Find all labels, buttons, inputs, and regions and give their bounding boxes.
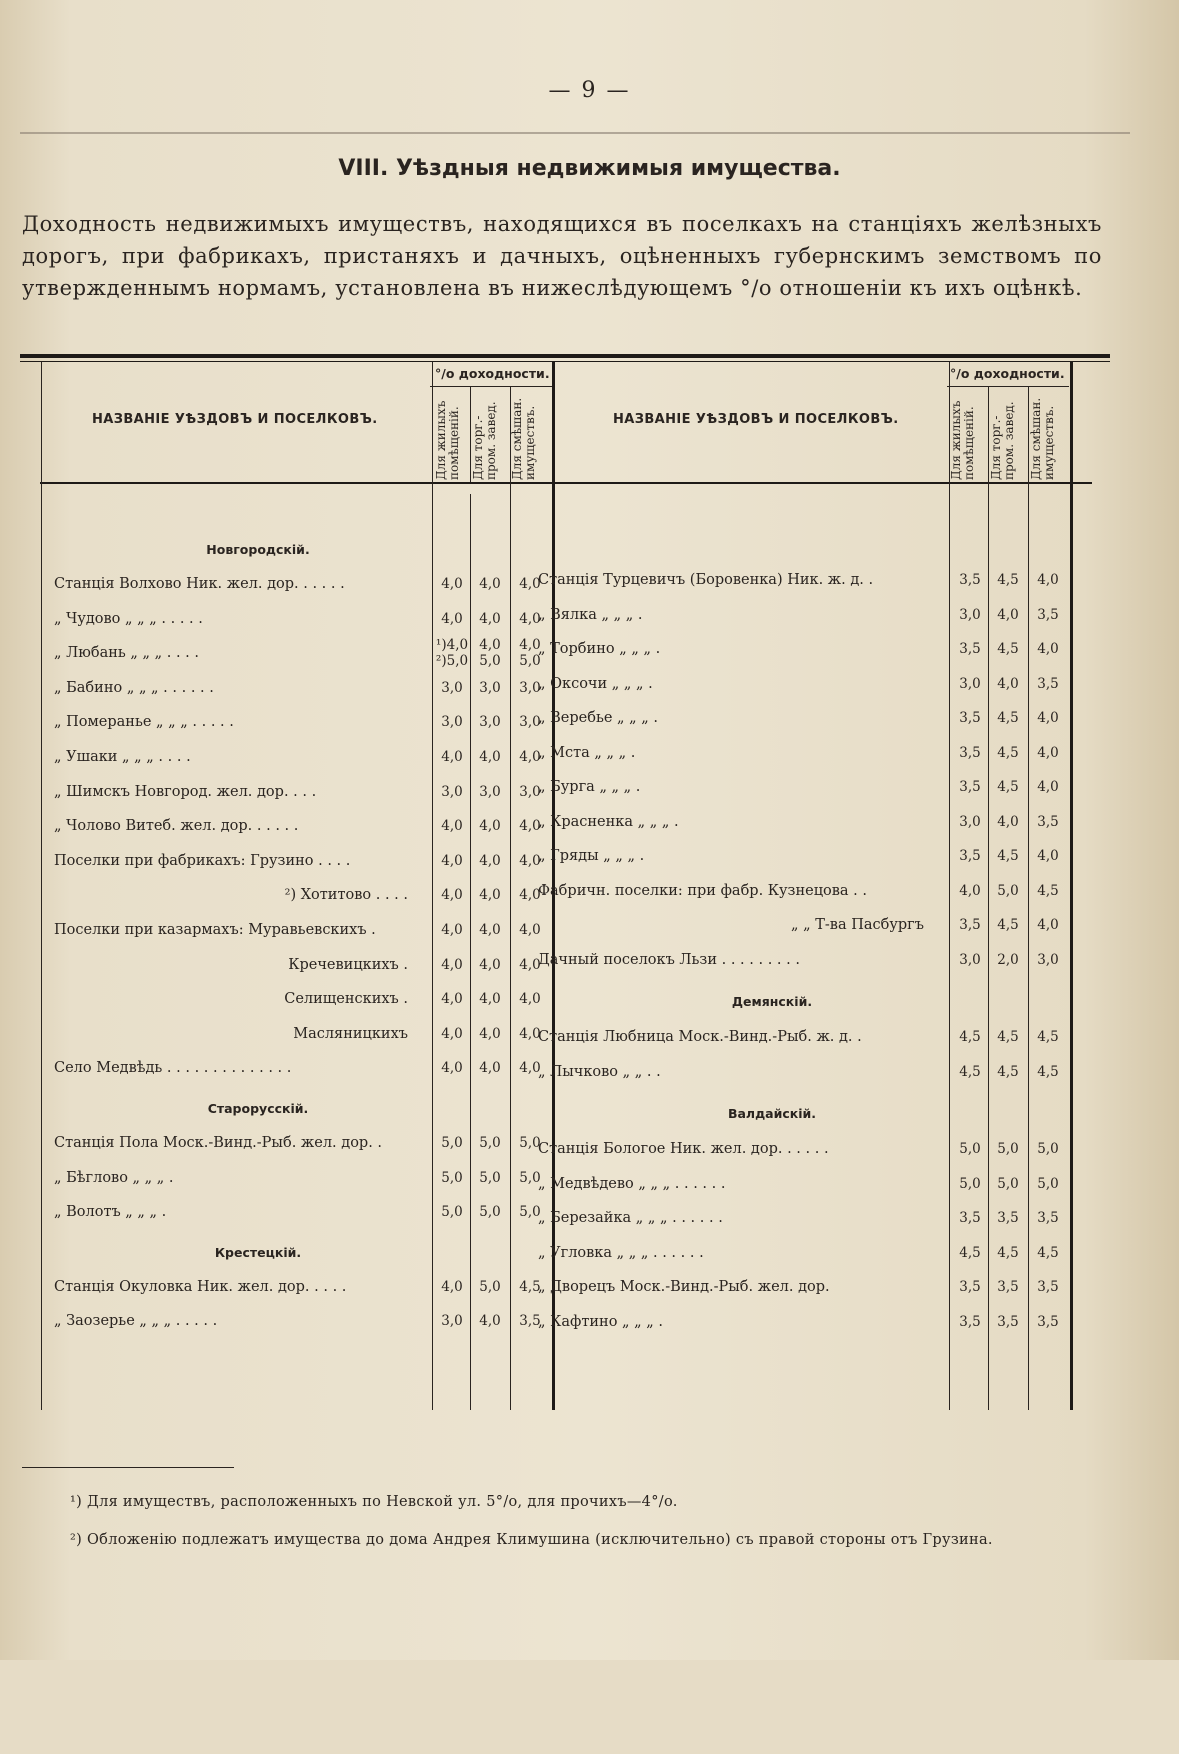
right-value-cell: 5,0 bbox=[959, 1175, 981, 1192]
right-value-cell: 4,5 bbox=[997, 641, 1019, 657]
left-row-label: „ Чудово „ „ „ . . . . . bbox=[54, 610, 203, 627]
left-value-cell: 3,5 bbox=[519, 1313, 541, 1330]
left-value-cell: 4,0 bbox=[441, 887, 463, 904]
left-row-label: „ Заозерье „ „ „ . . . . . bbox=[54, 1313, 218, 1330]
right-value-cell: 4,5 bbox=[959, 1244, 981, 1261]
left-value-cell: 3,0 bbox=[479, 714, 501, 731]
right-value-cell: 3,5 bbox=[959, 779, 981, 795]
right-value-cell: 4,5 bbox=[959, 1029, 981, 1045]
left-value-cell: 4,0 bbox=[441, 1060, 463, 1077]
right-divider-living bbox=[949, 362, 950, 1410]
left-value-cell: 4,0 bbox=[479, 852, 501, 869]
page-number: — 9 — bbox=[548, 78, 631, 103]
left-row-label: Станція Волхово Ник. жел. дор. . . . . . bbox=[54, 576, 345, 592]
right-value-cell: 3,5 bbox=[1037, 675, 1059, 692]
left-value-cell: 4,0 bbox=[519, 818, 541, 835]
right-value-cell: 4,5 bbox=[997, 848, 1019, 864]
left-value-cell: 5,0 bbox=[441, 1135, 463, 1151]
left-value-cell: ¹)4,0 bbox=[435, 637, 469, 654]
right-value-cell: 4,0 bbox=[1037, 848, 1059, 864]
left-row-label: „ Ушаки „ „ „ . . . . bbox=[54, 749, 191, 765]
right-divider-trade bbox=[988, 386, 989, 1410]
right-row-label: „ Бурга „ „ „ . bbox=[538, 779, 641, 795]
left-divider-mixed bbox=[510, 386, 511, 1410]
left-value-cell: 4,0 bbox=[479, 637, 501, 654]
right-value-cell: 3,5 bbox=[959, 710, 981, 726]
left-value-cell: 4,0 bbox=[441, 1278, 463, 1295]
left-value-cell: 3,0 bbox=[479, 679, 501, 696]
right-name-column-header: НАЗВАНІЕ УѢЗДОВЪ И ПОСЕЛКОВЪ. bbox=[613, 412, 899, 427]
right-row-label: „ Красненка „ „ „ . bbox=[538, 813, 679, 830]
right-row-label: „ Веребье „ „ „ . bbox=[538, 710, 659, 726]
right-value-cell: 4,0 bbox=[997, 813, 1019, 830]
table-top-rule bbox=[20, 354, 1110, 358]
left-row-label: „ Бѣглово „ „ „ . bbox=[54, 1169, 174, 1186]
right-row-label: „ Оксочи „ „ „ . bbox=[538, 675, 653, 692]
right-value-cell: 3,5 bbox=[997, 1210, 1019, 1226]
left-value-cell: 4,0 bbox=[479, 610, 501, 627]
left-value-cell: 5,0 bbox=[479, 1169, 501, 1186]
left-value-cell: 5,0 bbox=[479, 1278, 501, 1295]
right-value-cell: 4,0 bbox=[997, 606, 1019, 623]
right-value-cell: 4,5 bbox=[997, 779, 1019, 795]
right-value-cell: 3,0 bbox=[1037, 951, 1059, 968]
left-value-cell: 5,0 bbox=[479, 653, 501, 670]
right-row-label: „ Дворецъ Моск.-Винд.-Рыб. жел. дор. bbox=[538, 1279, 830, 1295]
left-value-cell: 5,0 bbox=[479, 1135, 501, 1151]
left-value-cell: 3,0 bbox=[441, 679, 463, 696]
right-row-label: „ Вялка „ „ „ . bbox=[538, 606, 643, 623]
left-value-cell: 4,0 bbox=[519, 956, 541, 973]
right-value-cell: 4,5 bbox=[997, 744, 1019, 761]
left-row-label: Масляницкихъ bbox=[293, 1025, 408, 1042]
table-top-rule-thin bbox=[20, 361, 1110, 362]
left-row-label: Станція Окуловка Ник. жел. дор. . . . . bbox=[54, 1278, 347, 1295]
left-value-cell: 4,0 bbox=[441, 922, 463, 938]
right-value-cell: 3,5 bbox=[959, 641, 981, 657]
left-row-label: Кречевицкихъ . bbox=[288, 956, 408, 973]
left-value-cell: 4,0 bbox=[519, 1060, 541, 1077]
right-divider-mixed bbox=[1028, 386, 1029, 1410]
right-row-label: Станція Бологое Ник. жел. дор. . . . . . bbox=[538, 1141, 829, 1157]
footnote-2: ²) Обложенію подлежатъ имущества до дома Андрея Климушина (исключительно) съ правой стороны отъ Грузина. bbox=[70, 1532, 993, 1548]
left-value-cell: 4,0 bbox=[479, 1313, 501, 1330]
right-value-cell: 4,5 bbox=[997, 1063, 1019, 1080]
right-value-cell: 4,0 bbox=[1037, 744, 1059, 761]
right-value-cell: 4,0 bbox=[1037, 641, 1059, 657]
left-value-cell: ²)5,0 bbox=[435, 653, 469, 670]
right-value-cell: 4,5 bbox=[997, 1244, 1019, 1261]
right-value-cell: 4,0 bbox=[997, 675, 1019, 692]
right-value-cell: 4,5 bbox=[1037, 1063, 1059, 1080]
right-value-cell: 4,5 bbox=[997, 1029, 1019, 1045]
right-value-cell: 3,5 bbox=[959, 572, 981, 588]
left-value-cell: 3,0 bbox=[479, 783, 501, 800]
right-value-cell: 3,5 bbox=[997, 1279, 1019, 1295]
left-value-cell: 4,0 bbox=[519, 852, 541, 869]
right-row-label: „ Мста „ „ „ . bbox=[538, 744, 636, 761]
left-row-label: Село Медвѣдь . . . . . . . . . . . . . . bbox=[54, 1060, 292, 1077]
left-value-cell: 4,5 bbox=[519, 1278, 541, 1295]
left-value-cell: 4,0 bbox=[479, 922, 501, 938]
left-divider-living bbox=[432, 362, 433, 1410]
right-value-cell: 3,0 bbox=[959, 813, 981, 830]
right-value-cell: 4,5 bbox=[997, 572, 1019, 588]
left-row-label: Селищенскихъ . bbox=[284, 991, 408, 1008]
left-col-trade-header: Для торг.- пром. завед. bbox=[471, 401, 498, 480]
left-value-cell: 5,0 bbox=[519, 1204, 541, 1221]
left-district-heading: Крестецкій. bbox=[214, 1244, 302, 1260]
left-value-cell: 4,0 bbox=[441, 1025, 463, 1042]
right-row-label: „ Гряды „ „ „ . bbox=[538, 848, 645, 864]
section-heading: VIII. Уѣздныя недвижимыя имущества. bbox=[338, 156, 841, 181]
right-value-cell: 3,5 bbox=[997, 1313, 1019, 1330]
left-value-cell: 5,0 bbox=[519, 1169, 541, 1186]
right-value-cell: 4,5 bbox=[1037, 1244, 1059, 1261]
left-value-cell: 4,0 bbox=[479, 991, 501, 1008]
right-row-label: Станція Турцевичъ (Боровенка) Ник. ж. д. . bbox=[538, 572, 874, 588]
right-value-cell: 5,0 bbox=[997, 882, 1019, 899]
right-row-label: „ Торбино „ „ „ . bbox=[538, 641, 661, 657]
right-value-cell: 3,0 bbox=[959, 606, 981, 623]
left-value-cell: 3,0 bbox=[519, 679, 541, 696]
left-value-cell: 4,0 bbox=[479, 887, 501, 904]
right-col-living-header: Для жилыхъ помѣщеній. bbox=[949, 400, 976, 480]
right-value-cell: 4,0 bbox=[1037, 572, 1059, 588]
left-pct-subrule bbox=[430, 386, 552, 387]
left-value-cell: 4,0 bbox=[479, 956, 501, 973]
right-value-cell: 4,0 bbox=[1037, 779, 1059, 795]
left-row-label: „ Бабино „ „ „ . . . . . . bbox=[54, 679, 214, 696]
left-value-cell: 4,0 bbox=[519, 637, 541, 654]
right-value-cell: 2,0 bbox=[997, 951, 1019, 968]
right-value-cell: 3,5 bbox=[1037, 1279, 1059, 1295]
right-row-label: „ Медвѣдево „ „ „ . . . . . . bbox=[538, 1175, 726, 1192]
left-value-cell: 3,0 bbox=[441, 1313, 463, 1330]
left-value-cell: 3,0 bbox=[441, 783, 463, 800]
right-value-cell: 5,0 bbox=[1037, 1141, 1059, 1157]
right-value-cell: 3,5 bbox=[1037, 1210, 1059, 1226]
left-value-cell: 5,0 bbox=[519, 1135, 541, 1151]
right-value-cell: 3,0 bbox=[959, 675, 981, 692]
right-value-cell: 4,5 bbox=[1037, 882, 1059, 899]
left-row-label: Поселки при казармахъ: Муравьевскихъ . bbox=[54, 922, 376, 938]
left-row-label: Поселки при фабрикахъ: Грузино . . . . bbox=[54, 852, 351, 869]
right-value-cell: 3,5 bbox=[959, 1313, 981, 1330]
right-value-cell: 3,5 bbox=[1037, 1313, 1059, 1330]
left-value-cell: 4,0 bbox=[479, 818, 501, 835]
right-value-cell: 3,5 bbox=[959, 848, 981, 864]
left-col-mixed-header: Для смѣшан. имуществъ. bbox=[510, 397, 537, 480]
right-value-cell: 3,5 bbox=[959, 744, 981, 761]
right-value-cell: 3,5 bbox=[959, 1210, 981, 1226]
right-row-label: Дачный поселокъ Льзи . . . . . . . . . bbox=[538, 951, 800, 968]
right-row-label: Станція Любница Моск.-Винд.-Рыб. ж. д. . bbox=[538, 1029, 862, 1045]
top-rule bbox=[20, 132, 1130, 134]
left-district-heading: Старорусскій. bbox=[207, 1101, 309, 1116]
left-value-cell: 4,0 bbox=[441, 852, 463, 869]
left-district-heading: Новгородскій. bbox=[206, 542, 310, 557]
left-value-cell: 4,0 bbox=[519, 1025, 541, 1042]
right-value-cell: 4,5 bbox=[1037, 1029, 1059, 1045]
right-value-cell: 4,0 bbox=[1037, 710, 1059, 726]
header-bottom-rule bbox=[40, 482, 1092, 484]
right-district-heading: Валдайскій. bbox=[727, 1106, 817, 1121]
footnote-rule bbox=[22, 1467, 234, 1468]
left-value-cell: 5,0 bbox=[479, 1204, 501, 1221]
right-value-cell: 5,0 bbox=[997, 1175, 1019, 1192]
right-row-label: „ Лычково „ „ . . bbox=[538, 1063, 661, 1080]
footnote-1: ¹) Для имуществъ, расположенныхъ по Невской ул. 5°/o, для прочихъ—4°/o. bbox=[70, 1494, 678, 1510]
right-value-cell: 4,5 bbox=[959, 1063, 981, 1080]
right-col-trade-header: Для торг.- пром. завед. bbox=[989, 401, 1016, 480]
right-value-cell: 5,0 bbox=[997, 1141, 1019, 1157]
left-divider-trade-hdr bbox=[470, 386, 471, 482]
right-value-cell: 3,5 bbox=[959, 1279, 981, 1295]
left-value-cell: 4,0 bbox=[441, 818, 463, 835]
right-row-label: „ Кафтино „ „ „ . bbox=[538, 1313, 663, 1330]
right-row-label: „ Березайка „ „ „ . . . . . . bbox=[538, 1210, 723, 1226]
left-divider-trade bbox=[470, 494, 471, 1410]
left-value-cell: 4,0 bbox=[479, 576, 501, 592]
left-col-living-header: Для жилыхъ помѣщеній. bbox=[434, 400, 461, 480]
left-value-cell: 4,0 bbox=[519, 749, 541, 765]
left-value-cell: 4,0 bbox=[441, 991, 463, 1008]
left-value-cell: 3,0 bbox=[441, 714, 463, 731]
left-row-label: „ Чолово Витеб. жел. дор. . . . . . bbox=[54, 818, 299, 835]
left-row-label: „ Шимскъ Новгород. жел. дор. . . . bbox=[54, 783, 317, 800]
right-value-cell: 4,0 bbox=[959, 882, 981, 899]
left-name-column-header: НАЗВАНІЕ УѢЗДОВЪ И ПОСЕЛКОВЪ. bbox=[92, 412, 378, 427]
left-value-cell: 4,0 bbox=[519, 922, 541, 938]
left-value-cell: 4,0 bbox=[441, 576, 463, 592]
right-row-label: „ Угловка „ „ „ . . . . . . bbox=[538, 1244, 704, 1261]
left-value-cell: 4,0 bbox=[519, 610, 541, 627]
left-value-cell: 5,0 bbox=[441, 1169, 463, 1186]
right-pct-subrule bbox=[947, 386, 1069, 387]
left-value-cell: 4,0 bbox=[479, 1060, 501, 1077]
right-value-cell: 5,0 bbox=[959, 1141, 981, 1157]
right-value-cell: 3,5 bbox=[1037, 813, 1059, 830]
left-row-label: ²) Хотитово . . . . bbox=[284, 887, 408, 904]
left-value-cell: 4,0 bbox=[519, 991, 541, 1008]
right-value-cell: 4,5 bbox=[997, 917, 1019, 933]
left-value-cell: 4,0 bbox=[519, 576, 541, 592]
left-value-cell: 3,0 bbox=[519, 783, 541, 800]
left-value-cell: 5,0 bbox=[519, 653, 541, 670]
left-value-cell: 4,0 bbox=[479, 1025, 501, 1042]
right-row-label: Фабричн. поселки: при фабр. Кузнецова . . bbox=[538, 882, 868, 899]
right-col-mixed-header: Для смѣшан. имуществъ. bbox=[1029, 397, 1056, 480]
right-value-cell: 3,5 bbox=[1037, 606, 1059, 623]
table-left-border bbox=[41, 362, 42, 1410]
left-value-cell: 4,0 bbox=[441, 749, 463, 765]
left-row-label: „ Померанье „ „ „ . . . . . bbox=[54, 714, 234, 731]
right-row-label: „ „ Т-ва Пасбургъ bbox=[790, 917, 924, 933]
right-value-cell: 3,0 bbox=[959, 951, 981, 968]
right-value-cell: 5,0 bbox=[1037, 1175, 1059, 1192]
left-value-cell: 4,0 bbox=[519, 887, 541, 904]
intro-paragraph: Доходность недвижимыхъ имуществъ, находящихся въ поселкахъ на станціяхъ желѣзныхъ дорогъ, при фабрикахъ, пристаняхъ и дачныхъ, оцѣненныхъ губернскимъ земствомъ по утвержденнымъ нормамъ, установлена въ нижеслѣдующемъ °/o отношеніи къ ихъ оцѣнкѣ. bbox=[22, 212, 1102, 300]
right-district-heading: Демянскій. bbox=[731, 994, 813, 1009]
left-value-cell: 4,0 bbox=[441, 610, 463, 627]
left-row-label: „ Волотъ „ „ „ . bbox=[54, 1204, 167, 1221]
table-right-border bbox=[1070, 362, 1073, 1410]
right-value-cell: 4,0 bbox=[1037, 917, 1059, 933]
right-value-cell: 4,5 bbox=[997, 710, 1019, 726]
left-percent-group-header: °/o доходности. bbox=[435, 366, 550, 381]
left-row-label: Станція Пола Моск.-Винд.-Рыб. жел. дор. . bbox=[54, 1135, 383, 1151]
right-value-cell: 3,5 bbox=[959, 917, 981, 933]
left-row-label: „ Любань „ „ „ . . . . bbox=[54, 645, 200, 662]
left-value-cell: 3,0 bbox=[519, 714, 541, 731]
left-value-cell: 4,0 bbox=[441, 956, 463, 973]
right-percent-group-header: °/o доходности. bbox=[950, 366, 1065, 381]
left-value-cell: 5,0 bbox=[441, 1204, 463, 1221]
left-value-cell: 4,0 bbox=[479, 749, 501, 765]
